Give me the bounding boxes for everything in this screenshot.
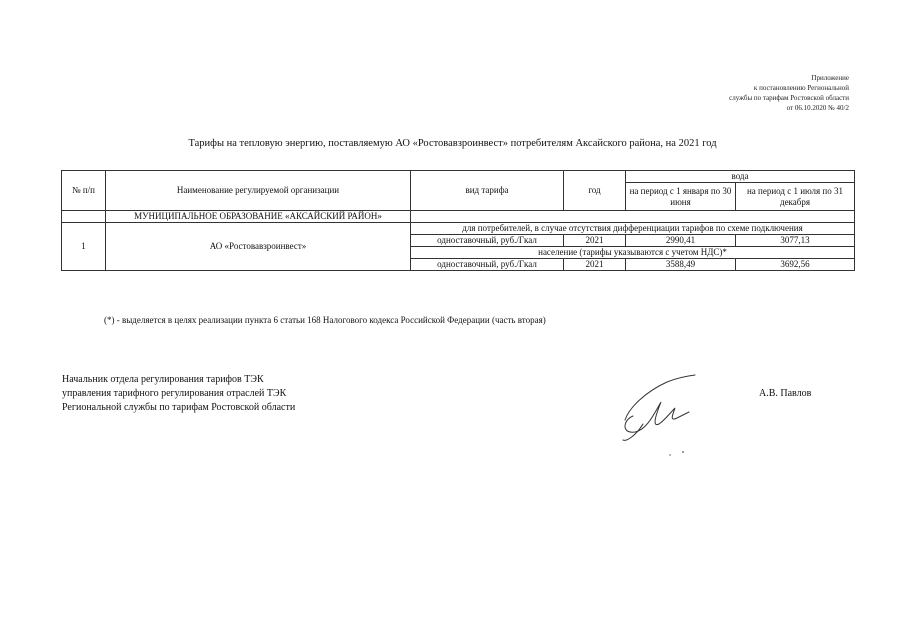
organization-name: АО «Ростовавзроинвест» [106, 223, 411, 271]
header-group: вода [626, 171, 855, 183]
header-period-1: на период с 1 января по 30 июня [626, 183, 736, 211]
tariff-year-1: 2021 [564, 235, 626, 247]
signer-name: А.В. Павлов [759, 388, 812, 399]
municipality-name: МУНИЦИПАЛЬНОЕ ОБРАЗОВАНИЕ «АКСАЙСКИЙ РАЙОН» [106, 211, 411, 223]
footnote: (*) - выделяется в целях реализации пункта 6 статьи 168 Налогового кодекса Российской Федерации (часть вторая) [104, 315, 546, 325]
header-period-2: на период с 1 июля по 31 декабря [736, 183, 855, 211]
tariff-type-1: одноставочный, руб./Гкал [411, 235, 564, 247]
appendix-line-3: службы по тарифам Ростовской области [729, 94, 849, 102]
section-2-label: население (тарифы указываются с учетом НДС)* [411, 247, 855, 259]
row-number: 1 [62, 223, 106, 271]
appendix-line-4: от 06.10.2020 № 40/2 [786, 104, 849, 112]
tariff-value-2-p1: 3588,49 [626, 259, 736, 271]
appendix-line-2: к постановлению Региональной [753, 84, 849, 92]
signer-block [62, 373, 295, 415]
appendix-line-1: Приложение [811, 74, 849, 82]
tariff-table [61, 170, 855, 271]
header-tariff-type: вид тарифа [411, 171, 564, 211]
section-row-1 [62, 223, 855, 235]
header-row-1 [62, 171, 855, 183]
header-year: год [564, 171, 626, 211]
signer-line-3: Региональной службы по тарифам Ростовской области [62, 402, 296, 413]
header-org: Наименование регулируемой организации [106, 171, 411, 211]
signer-line-1: Начальник отдела регулирования тарифов ТЭК [62, 374, 264, 385]
tariff-value-2-p2: 3692,56 [736, 259, 855, 271]
municipality-row [62, 211, 855, 223]
tariff-value-1-p2: 3077,13 [736, 235, 855, 247]
tariff-value-1-p1: 2990,41 [626, 235, 736, 247]
tariff-type-2: одноставочный, руб./Гкал [411, 259, 564, 271]
tariff-year-2: 2021 [564, 259, 626, 271]
appendix-block [729, 73, 849, 113]
document-title: Тарифы на тепловую энергию, поставляемую АО «Ростовавзроинвест» потребителям Аксайского района, на 2021 год [188, 138, 717, 149]
section-1-label: для потребителей, в случае отсутствия дифференциации тарифов по схеме подключения [411, 223, 855, 235]
municipality-empty-cell [411, 211, 855, 223]
signer-line-2: управления тарифного регулирования отраслей ТЭК [62, 388, 287, 399]
municipality-num-cell [62, 211, 106, 223]
signature-image [615, 372, 715, 462]
header-num: № п/п [62, 171, 106, 211]
